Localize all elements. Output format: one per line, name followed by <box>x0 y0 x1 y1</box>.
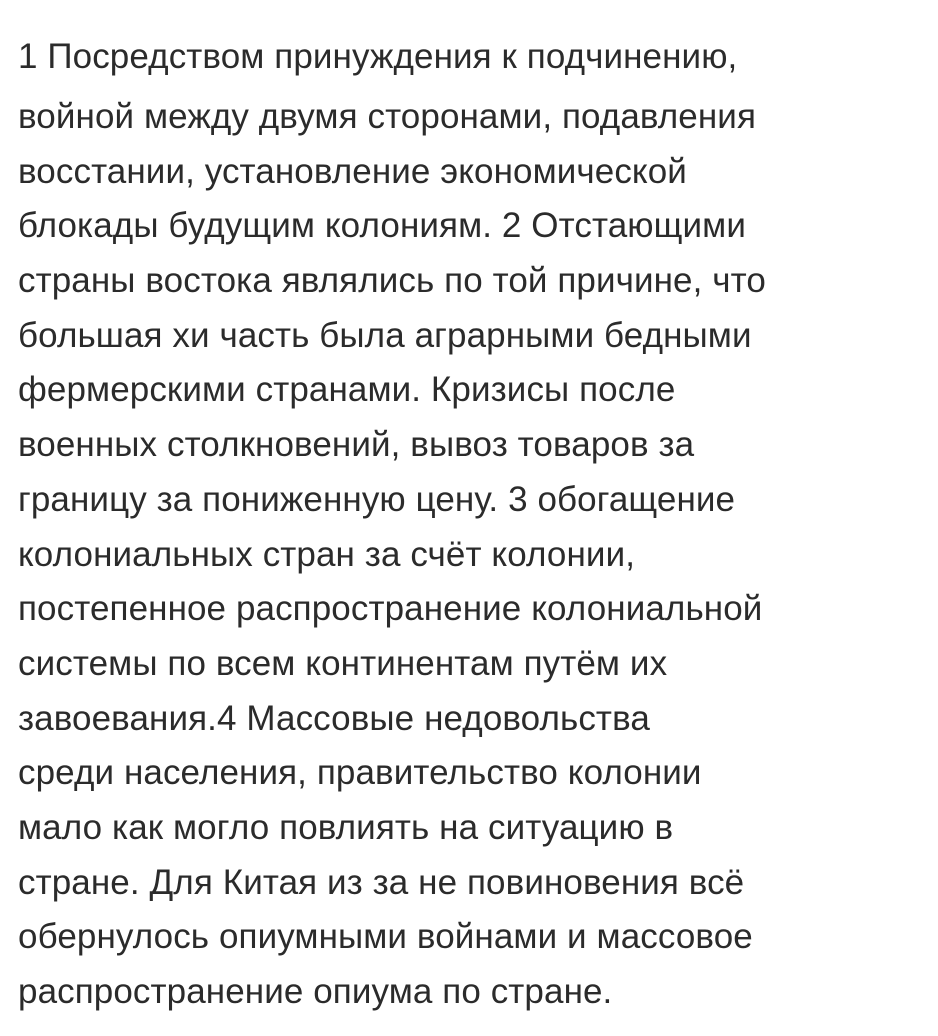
text-line: постепенное распространение колониальной <box>18 589 763 629</box>
text-line: границу за пониженную цену. 3 обогащение <box>18 479 736 519</box>
text-line: среди населения, правительство колонии <box>18 753 702 793</box>
text-line: большая хи часть была аграрными бедными <box>18 315 752 355</box>
text-line: восстании, установление экономической <box>18 151 687 191</box>
text-line: мало как могло повлиять на ситуацию в <box>18 807 674 847</box>
text-line: фермерскими странами. Кризисы после <box>18 370 676 410</box>
text-line: колониальных стран за счёт колонии, <box>18 534 636 574</box>
text-line: стране. Для Китая из за не повиновения всё <box>18 862 745 902</box>
text-line: 1 Посредством принуждения к подчинению, <box>18 37 738 76</box>
text-line: распространение опиума по стране. <box>18 972 613 1011</box>
text-line: системы по всем континентам путём их <box>18 643 668 683</box>
text-line: войной между двумя сторонами, подавления <box>18 97 757 136</box>
text-line: обернулось опиумными войнами и массовое <box>18 917 753 957</box>
text-line: военных столкновений, вывоз товаров за <box>18 425 695 465</box>
answer-text <box>18 30 923 1020</box>
text-line: блокады будущим колониям. 2 Отстающими <box>18 206 746 246</box>
text-line: завоевания.4 Массовые недовольства <box>18 698 650 738</box>
text-line: страны востока являлись по той причине, что <box>18 261 766 301</box>
